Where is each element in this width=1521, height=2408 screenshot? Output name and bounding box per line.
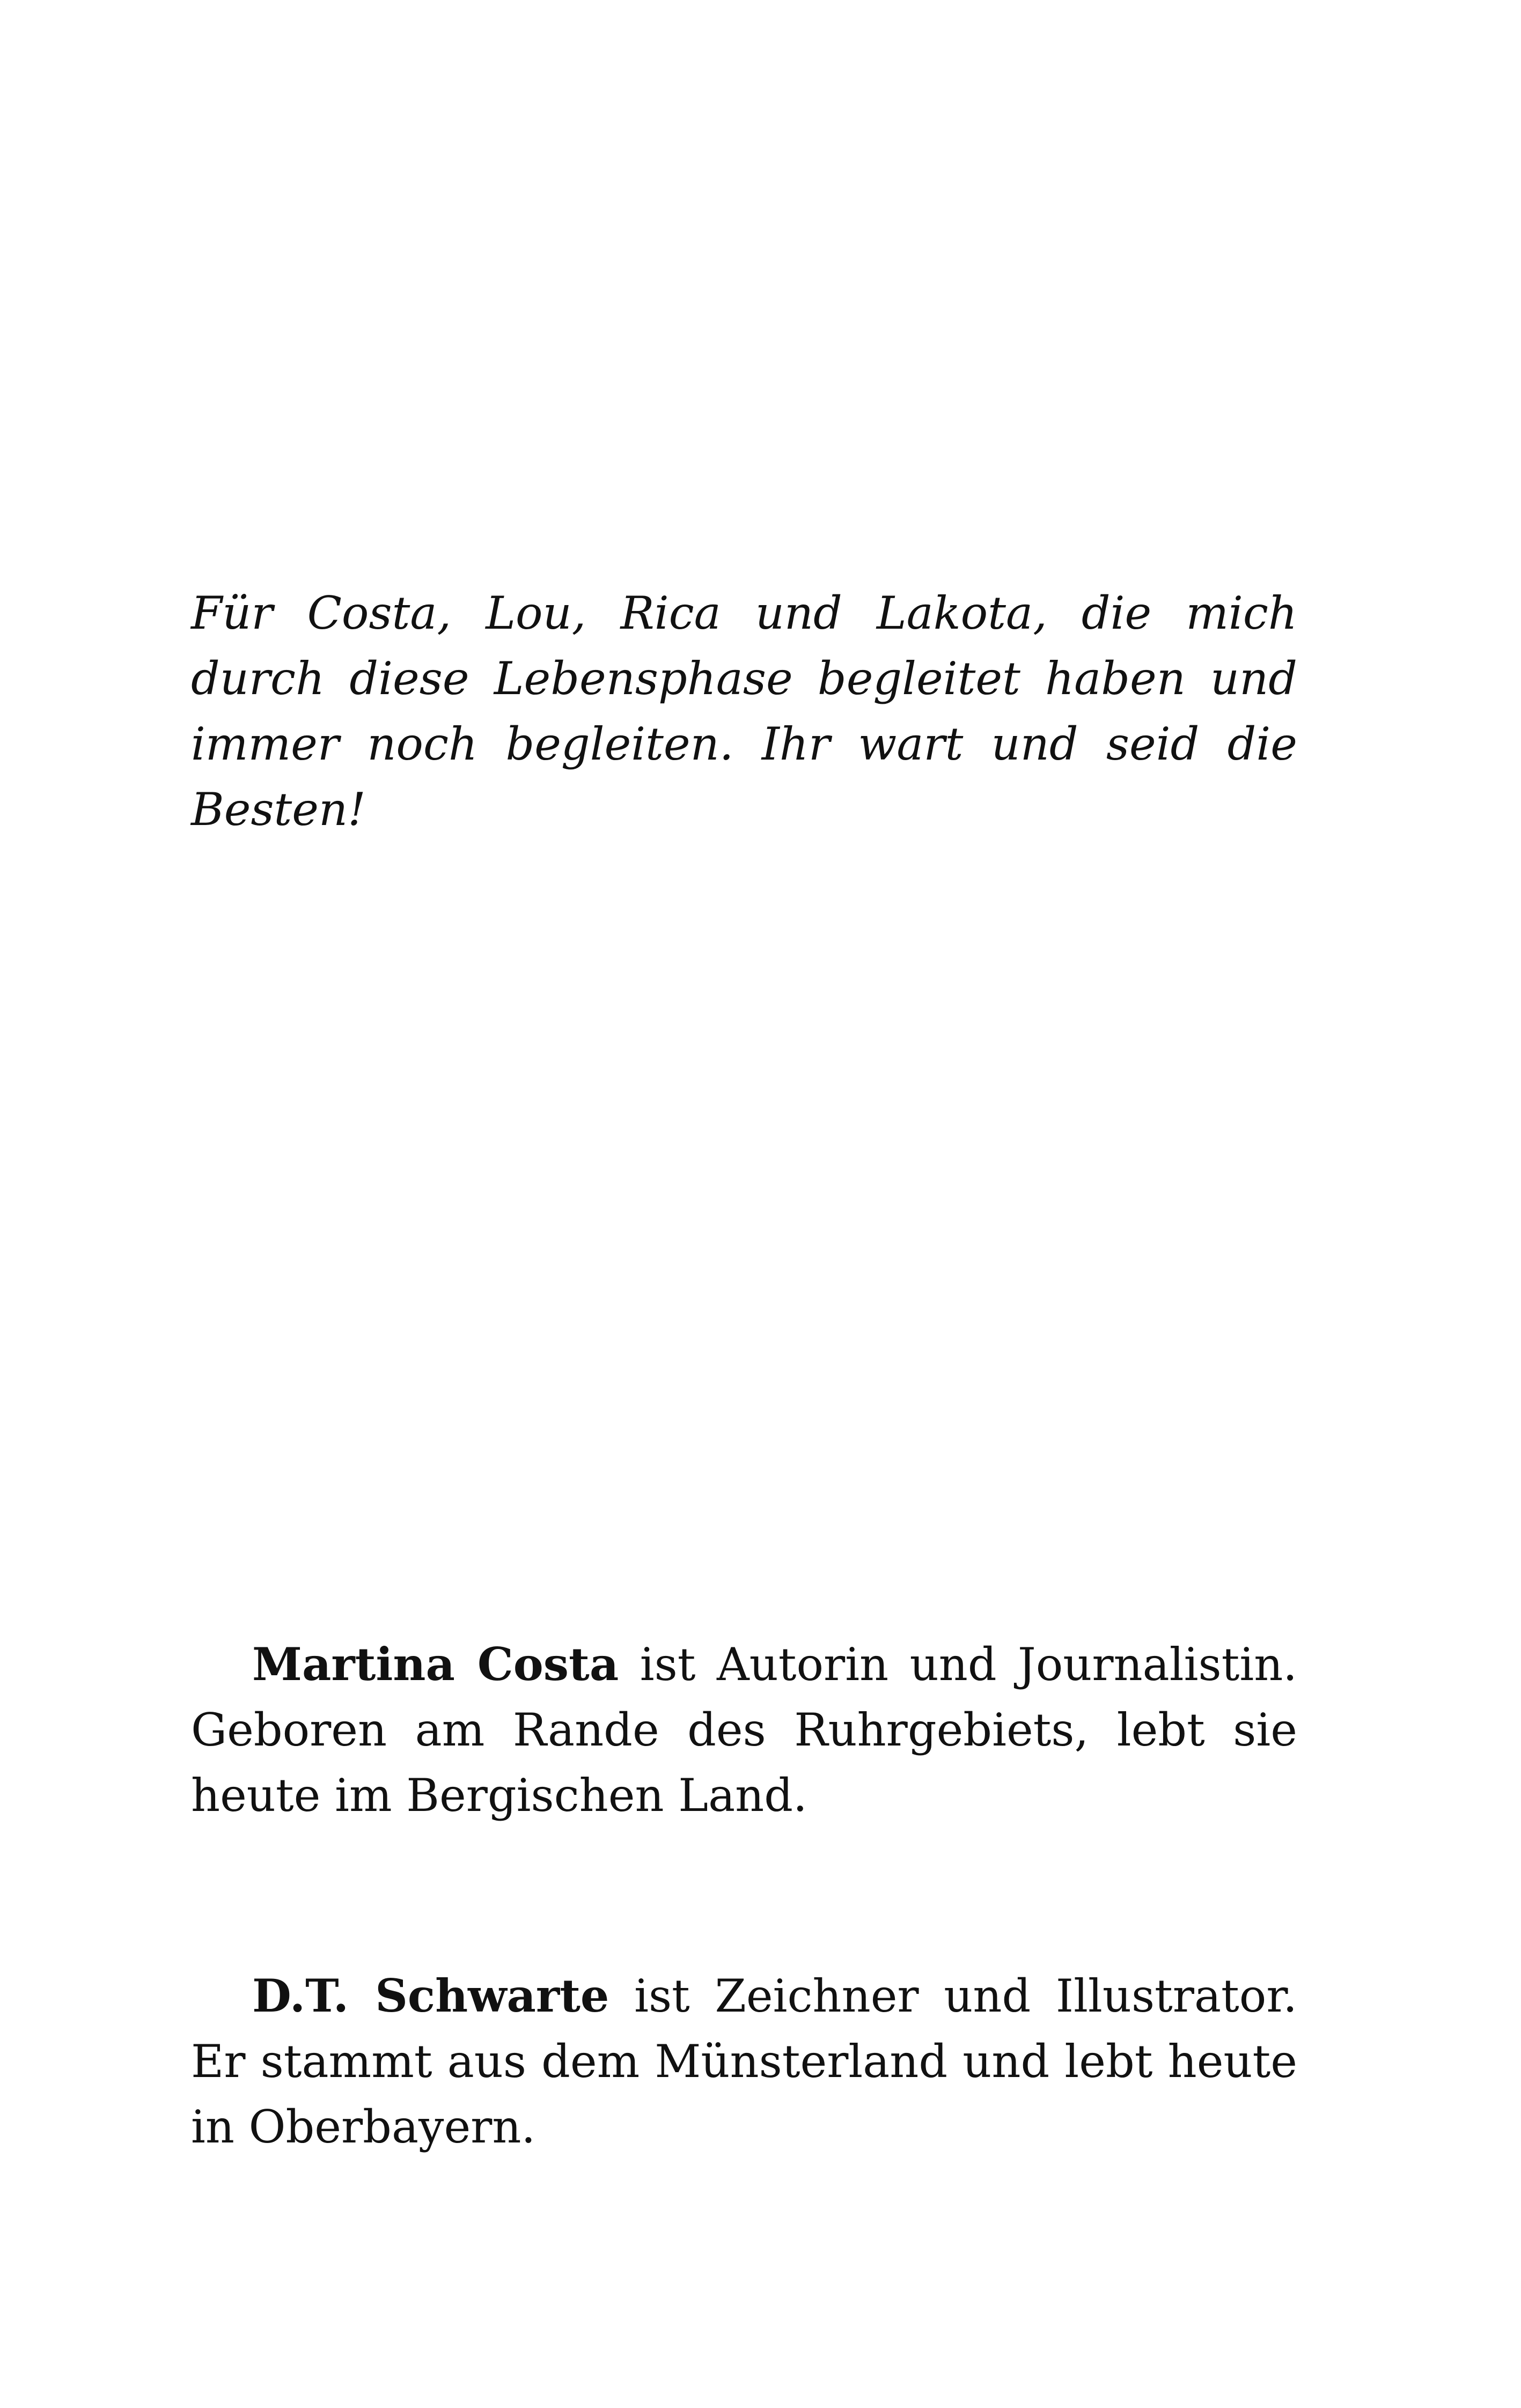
author-name: Martina Costa xyxy=(252,1638,619,1691)
illustrator-name: D.T. Schwarte xyxy=(252,1969,609,2022)
illustrator-bio-text: ist Zeichner und Illustrator. Er stammt aus dem Münsterland und lebt heute in Oberbayern. xyxy=(191,1970,1297,2153)
author-bio-paragraph xyxy=(191,1632,1297,1828)
dedication-paragraph: Für Costa, Lou, Rica und Lakota, die mich durch diese Lebensphase begleitet haben und immer noch begleiten. Ihr wart und seid die Besten! xyxy=(191,587,1297,836)
author-bio-text: ist Autorin und Journalistin. Geboren am Rande des Ruhrgebiets, lebt sie heute im Bergischen Land. xyxy=(191,1638,1297,1822)
illustrator-bio-paragraph xyxy=(191,1963,1297,2160)
